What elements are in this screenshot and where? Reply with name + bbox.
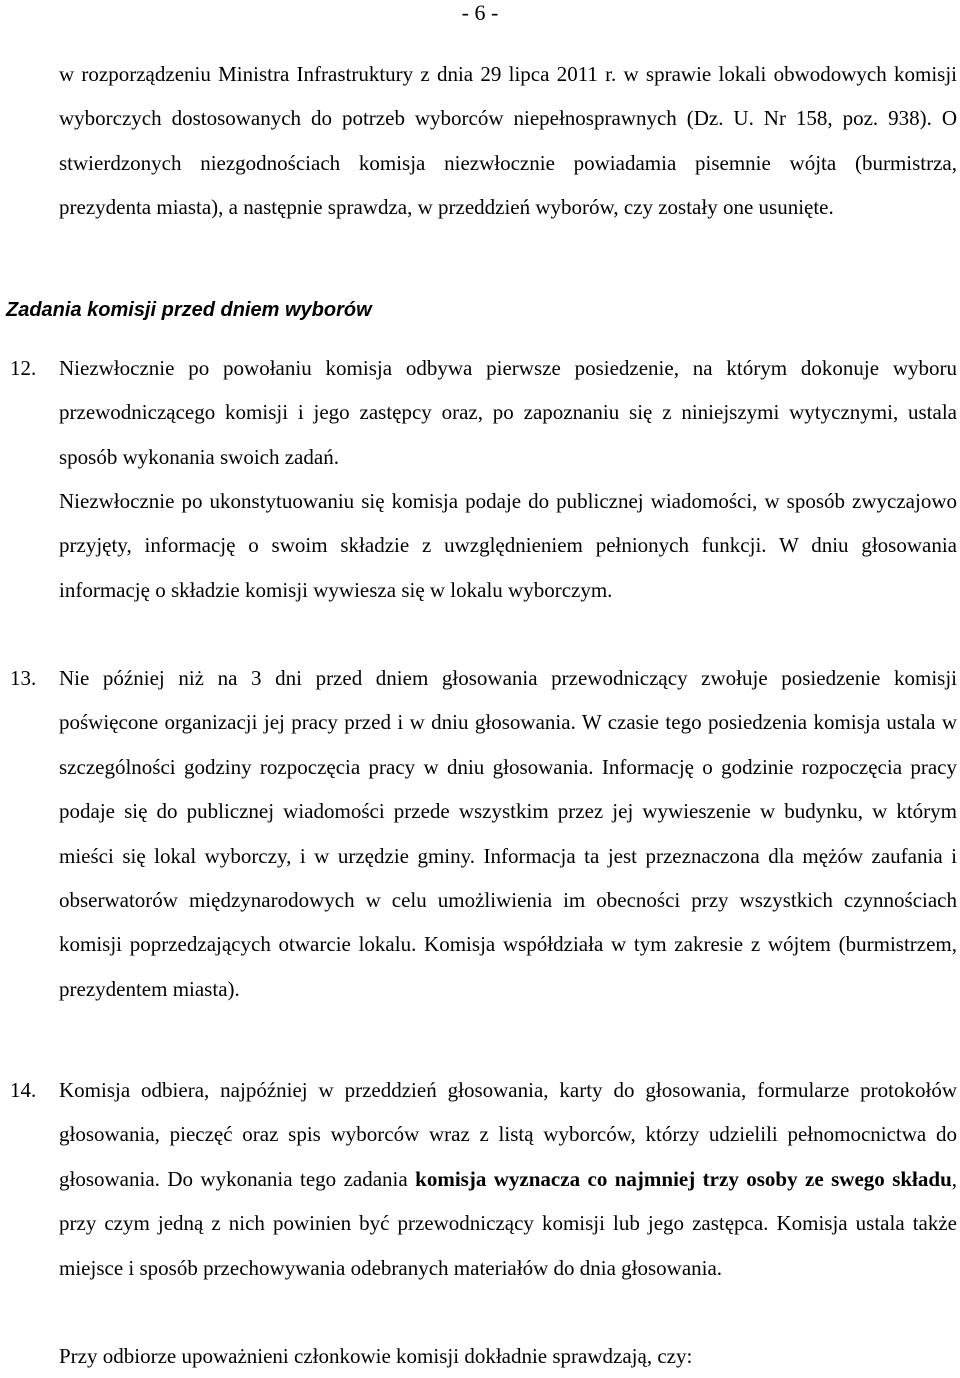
item-paragraph: Niezwłocznie po ukonstytuowaniu się komisja podaje do publicznej wiadomości, w sposób zwyczajowo przyjęty, informację o swoim składzie z uwzględnieniem pełnionych funkcji. W dniu głosowania informację o składzie komisji wywiesza się w lokalu wyborczym. [59,489,957,602]
item-text-after-bold: , przy czym jedną z nich powinien być przewodniczący komisji lub jego zastępca. Komisja ustala także miejsce i sposób przechowywania odebranych materiałów do dnia głosowania. [59,1166,958,1280]
item-closing-paragraph: Przy odbiorze upoważnieni członkowie komisji dokładnie sprawdzają, czy: [59,1344,693,1368]
item-paragraph: Niezwłocznie po powołaniu komisja odbywa pierwsze posiedzenie, na którym dokonuje wyboru przewodniczącego komisji i jego zastępcy oraz, po zapoznaniu się z niniejszymi wytycznymi, ustala sposób wykonania swoich zadań. [59,356,957,469]
item-text-before-bold: Komisja odbiera, najpóźniej w przeddzień głosowania, karty do głosowania, formularze protokołów głosowania, pieczęć oraz spis wyborców wraz z listą wyborców, którzy udzielili pełnomocnictwa do głosowania. Do wykonania tego zadania [59,1078,957,1191]
item-bold-text: komisja wyznacza co najmniej trzy osoby ze swego składu [415,1166,952,1191]
item-number: 14. [10,1078,37,1102]
page-number: - 6 - [461,0,499,25]
item-number: 12. [10,356,37,380]
item-paragraph [59,1068,957,1290]
intro-paragraph: w rozporządzeniu Ministra Infrastruktury z dnia 29 lipca 2011 r. w sprawie lokali obwodowych komisji wyborczych dostosowanych do potrzeb wyborców niepełnosprawnych (Dz. U. Nr 158, poz. 938). O stwierdzonych niezgodnościach komisja niezwłocznie powiadamia pisemnie wójta (burmistrza, prezydenta miasta), a następnie sprawdza, w przeddzień wyborów, czy zostały one usunięte. [59,62,957,220]
item-paragraph: Nie później niż na 3 dni przed dniem głosowania przewodniczący zwołuje posiedzenie komisji poświęcone organizacji jej pracy przed i w dniu głosowania. W czasie tego posiedzenia komisja ustala w szczególności godziny rozpoczęcia pracy w dniu głosowania. Informację o godzinie rozpoczęcia pracy podaje się do publicznej wiadomości przede wszystkim przez jej wywieszenie w budynku, w którym mieści się lokal wyborczy, i w urzędzie gminy. Informacja ta jest przeznaczona dla mężów zaufania i obserwatorów międzynarodowych w celu umożliwienia im obecności przy wszystkich czynnościach komisji poprzedzających otwarcie lokalu. Komisja współdziała w tym zakresie z wójtem (burmistrzem, prezydentem miasta). [59,666,957,1001]
item-number: 13. [10,666,37,690]
section-heading: Zadania komisji przed dniem wyborów [6,299,372,321]
